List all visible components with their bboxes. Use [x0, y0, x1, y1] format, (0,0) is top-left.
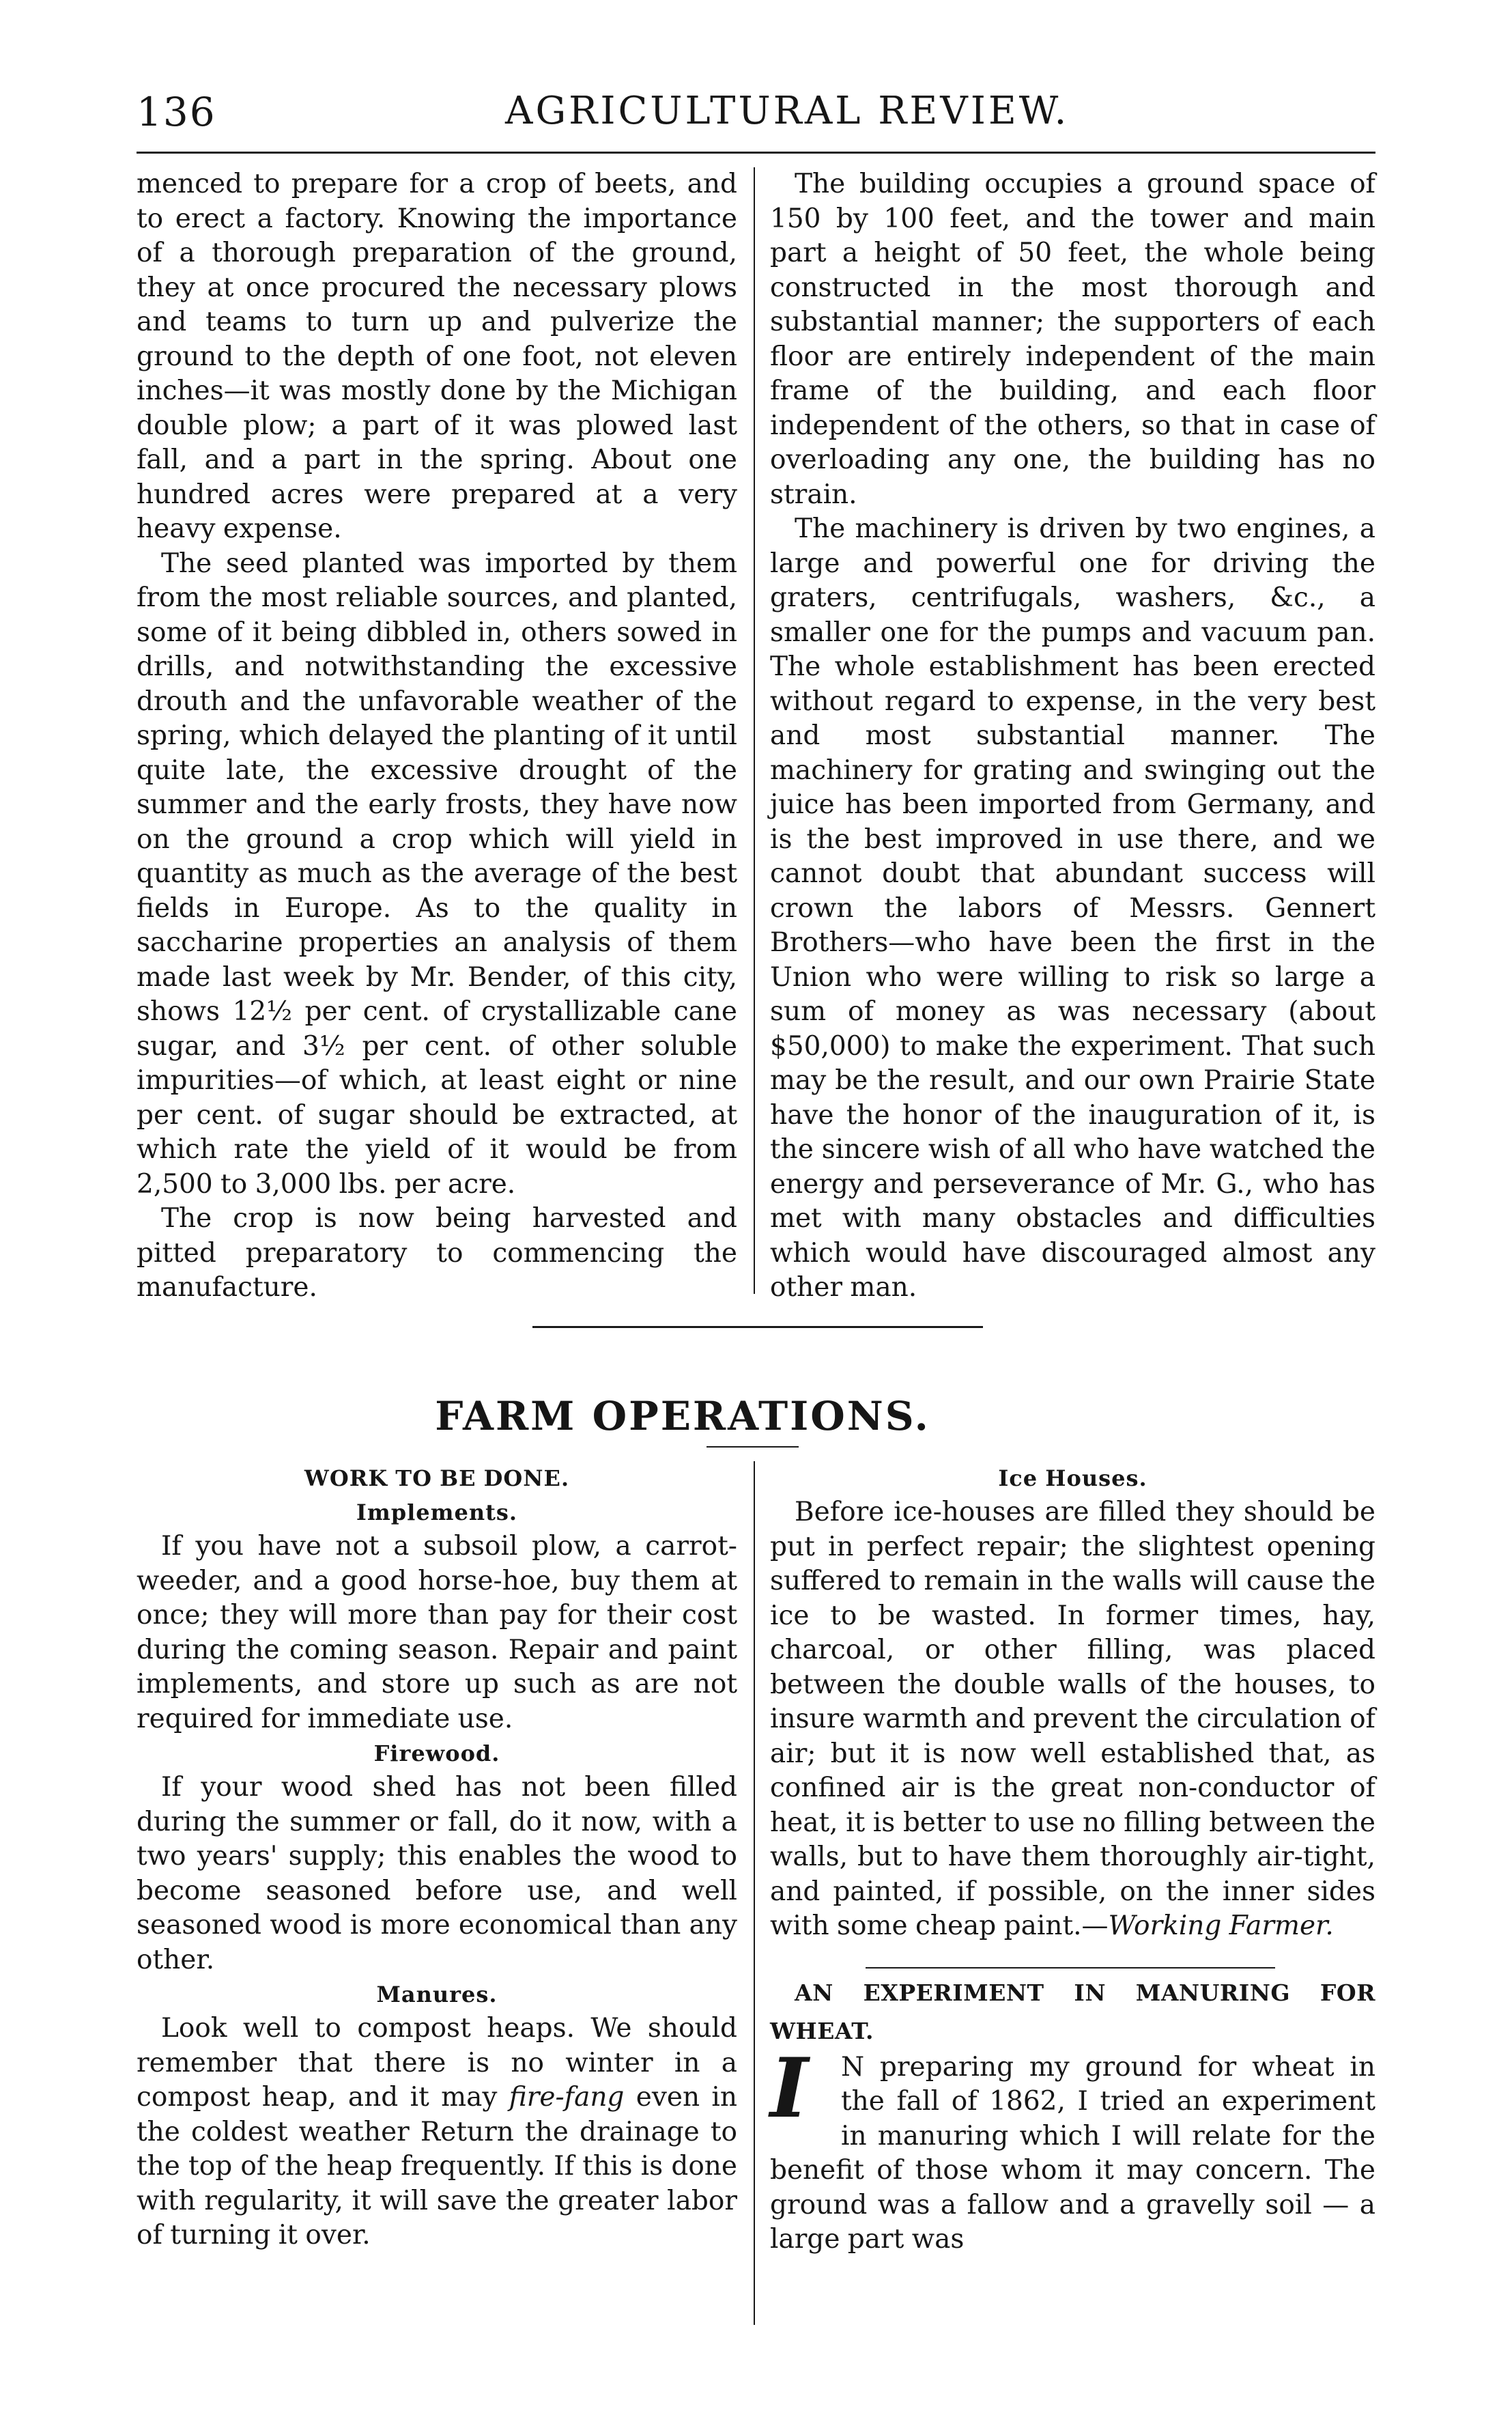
paragraph: The crop is now being harvested and pitted preparatory to commencing the manufacture.: [137, 1203, 737, 1303]
paragraph: The building occupies a ground space of 150 by 100 feet, and the tower and main part a height of 50 feet, the whole being constructed in the most thorough and substantial manner; the supporters of each floor are entirely independent of the main frame of the building, and each floor independent of the others, so that in case of overloading any one, the building has no strain.: [770, 169, 1375, 510]
firewood-text: If your wood shed has not been filled during the summer or fall, do it now, with a two years' supply; this enables the wood to become seasoned before use, and well seasoned wood is more economical than any other.: [137, 1772, 737, 1975]
paragraph: menced to prepare for a crop of beets, and to erect a factory. Knowing the importance of a thorough preparation of the ground, they at once procured the necessary plows and teams to turn up and pulverize the ground to the depth of one foot, not eleven inches—it was mostly done by the Michigan double plow; a part of it was plowed last fall, and a part in the spring. About one hundred acres were prepared at a very heavy expense.: [137, 169, 737, 544]
ice-houses-heading: Ice Houses.: [998, 1465, 1147, 1491]
column-divider: [754, 1461, 755, 2325]
top-left-column: [137, 167, 737, 1306]
dropcap-letter: I: [770, 2040, 809, 2136]
section-rule-bottom: [707, 1446, 799, 1448]
paragraph: The machinery is driven by two engines, a large and powerful one for driving the graters, centrifugals, washers, &c., a smaller one for the pumps and vacuum pan. The whole establishment has been erected without regard to expense, in the very best and most substantial manner. The machinery for grating and swinging out the juice has been imported from Germany, and is the best improved in use there, and we cannot doubt that abundant success will crown the labors of Messrs. Gennert Brothers—who have been the first in the Union who were willing to risk so large a sum of money as was necessary (about $50,000) to make the experiment. That such may be the result, and our own Prairie State have the honor of the inauguration of it, is the sincere wish of all who have watched the energy and perseverance of Mr. G., who has met with many obstacles and difficulties which would have discouraged almost any other man.: [770, 513, 1375, 1303]
manures-text: Look well to compost heaps. We should remember that there is no winter in a compost heap, and it may fire-fang even in the coldest weather Return the drainage to the top of the heap frequently. If this is done with regularity, it will save the greater labor of turning it over.: [137, 2013, 737, 2250]
section-title: FARM OPERATIONS.: [435, 1393, 930, 1439]
experiment-text: I N preparing my ground for wheat in the fall of 1862, I tried an experiment in manuring which I will relate for the benefit of those whom it may concern. The ground was a fallow and a gravelly soil — a large part was: [770, 2040, 1375, 2255]
bottom-left-column: [137, 1461, 737, 2253]
implements-text: If you have not a subsoil plow, a carrot-weeder, and a good horse-hoe, buy them at once; they will more than pay for their cost during the coming season. Repair and paint implements, and store up such as are not required for immediate use.: [137, 1531, 737, 1734]
ice-houses-text: Before ice-houses are filled they should be put in perfect repair; the slightest opening suffered to remain in the walls will cause the ice to be wasted. In former times, hay, charcoal, or other filling, was placed between the double walls of the houses, to insure warmth and prevent the circulation of air; but it is now well established that, as confined air is the great non-conductor of heat, it is better to use no filling between the walls, but to have them thoroughly air-tight, and painted, if possible, on the inner sides with some cheap paint.—Working Farmer.: [770, 1497, 1375, 1941]
section-rule-top: [532, 1326, 983, 1328]
page-number: 136: [137, 89, 216, 135]
bottom-right-column: [770, 1461, 1375, 2257]
running-head: [137, 89, 1375, 143]
article-rule: [866, 1967, 1275, 1968]
header-rule: [137, 152, 1375, 154]
manures-heading: Manures.: [376, 1981, 498, 2007]
journal-title: AGRICULTURAL REVIEW.: [505, 89, 1070, 133]
implements-heading: Implements.: [356, 1499, 518, 1525]
experiment-title: AN EXPERIMENT IN MANURING FOR WHEAT.: [770, 1979, 1375, 2044]
paragraph: The seed planted was imported by them from the most reliable sources, and planted, some of it being dibbled in, others sowed in drills, and notwithstanding the excessive drouth and the unfavorable weather of the spring, which delayed the planting of it until quite late, the excessive drought of the summer and the early frosts, they have now on the ground a crop which will yield in quantity as much as the average of the best fields in Europe. As to the quality in saccharine properties an analysis of them made last week by Mr. Bender, of this city, shows 12½ per cent. of crystallizable cane sugar, and 3½ per cent. of other soluble impurities—of which, at least eight or nine per cent. of sugar should be extracted, at which rate the yield of it would be from 2,500 to 3,000 lbs. per acre.: [137, 548, 737, 1200]
work-heading: WORK TO BE DONE.: [304, 1465, 570, 1491]
top-right-column: [770, 167, 1375, 1306]
firewood-heading: Firewood.: [373, 1740, 500, 1766]
column-divider: [754, 167, 755, 1294]
